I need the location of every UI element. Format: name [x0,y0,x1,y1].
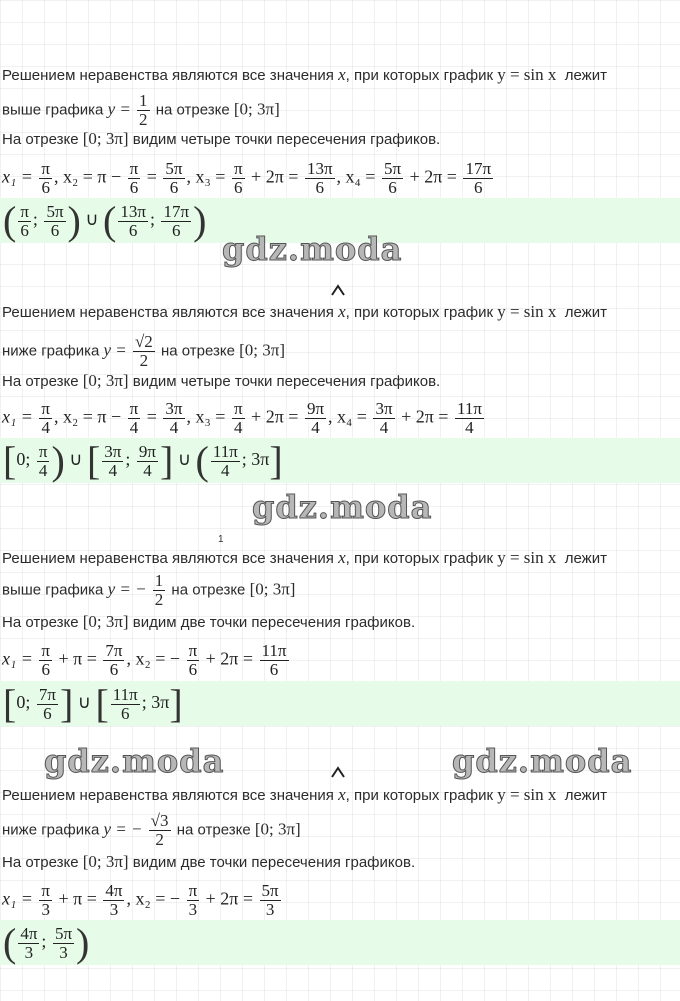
block1-line2: выше графика y = $\frac{1}{2}$ на отрезке [0; 3π] [2,91,280,129]
block4-line2: ниже графика y = − $\frac{√3}{2}$ на отрезке [0; 3π] [2,811,301,849]
block4-line1: Решением неравенства являются все значения x, при которых график y = sin x лежит [2,785,607,804]
watermark: gdz.moda [44,742,225,780]
block4-answer: ( $\frac{4\pi}{3}$ ; $\frac{5\pi}{3}$ ) [0,920,680,965]
block4-line3: На отрезке [0; 3π] видим две точки пересечения графиков. [2,852,416,871]
stray-mark: 1 [218,534,224,545]
block2-answer: [0; $\frac{\pi}{4}$ ) ∪ [ $\frac{3\pi}{4}$ ; $\frac{9\pi}{4}$ ] ∪ ( $\frac{11\pi}{4}$ ; 3π] [0,438,680,483]
watermark: gdz.moda [452,742,633,780]
block1-solution: x₁ = $\frac{\pi}{6}$ , x₂ = π − $\frac{\pi}{6}$ = $\frac{5\pi}{6}$ , x₃ = $\frac{\pi}{6}$ + 2π = $\frac{13\pi}{6}$ , x₄ = $\frac{5\pi}{6}$ + 2π = $\frac{17\pi}{6}$ [2,159,492,197]
watermark: gdz.moda [252,488,433,526]
up-arrow-icon[interactable] [331,283,345,297]
block4-solution: x₁ = $\frac{\pi}{3}$ + π = $\frac{4\pi}{3}$ , x₂ = − $\frac{\pi}{3}$ + 2π = $\frac{5\pi}{3}$ [2,881,279,919]
block3-answer: [0; $\frac{7\pi}{6}$ ] ∪ [ $\frac{11\pi}{6}$ ; 3π] [0,681,680,726]
block3-line3: На отрезке [0; 3π] видим две точки пересечения графиков. [2,612,416,631]
block2-line3: На отрезке [0; 3π] видим четыре точки пересечения графиков. [2,371,441,390]
block1-line1: Решением неравенства являются все значения x, при которых график y = sin x лежит [2,65,607,84]
block3-line2: выше графика y = − $\frac{1}{2}$ на отрезке [0; 3π] [2,571,296,609]
block3-line1: Решением неравенства являются все значения x, при которых график y = sin x лежит [2,548,607,567]
block2-line1: Решением неравенства являются все значения x, при которых график y = sin x лежит [2,302,607,321]
watermark: gdz.moda [222,230,403,268]
block2-solution: x₁ = $\frac{\pi}{4}$ , x₂ = π − $\frac{\pi}{4}$ = $\frac{3\pi}{4}$ , x₃ = $\frac{\pi}{4}$ + 2π = $\frac{9\pi}{4}$ , x₄ = $\frac{3\pi}{4}$ + 2π = $\frac{11\pi}{4}$ [2,399,482,437]
block3-solution: x₁ = $\frac{\pi}{6}$ + π = $\frac{7\pi}{6}$ , x₂ = − $\frac{\pi}{6}$ + 2π = $\frac{11\pi}{6}$ [2,641,287,679]
block1-line3: На отрезке [0; 3π] видим четыре точки пересечения графиков. [2,129,441,148]
block1-answer: ( $\frac{\pi}{6}$ ; $\frac{5\pi}{6}$ ) ∪ ( $\frac{13\pi}{6}$ ; $\frac{17\pi}{6}$ ) [0,198,680,243]
up-arrow-icon[interactable] [331,765,345,779]
block2-line2: ниже графика y = $\frac{√2}{2}$ на отрезке [0; 3π] [2,332,286,370]
